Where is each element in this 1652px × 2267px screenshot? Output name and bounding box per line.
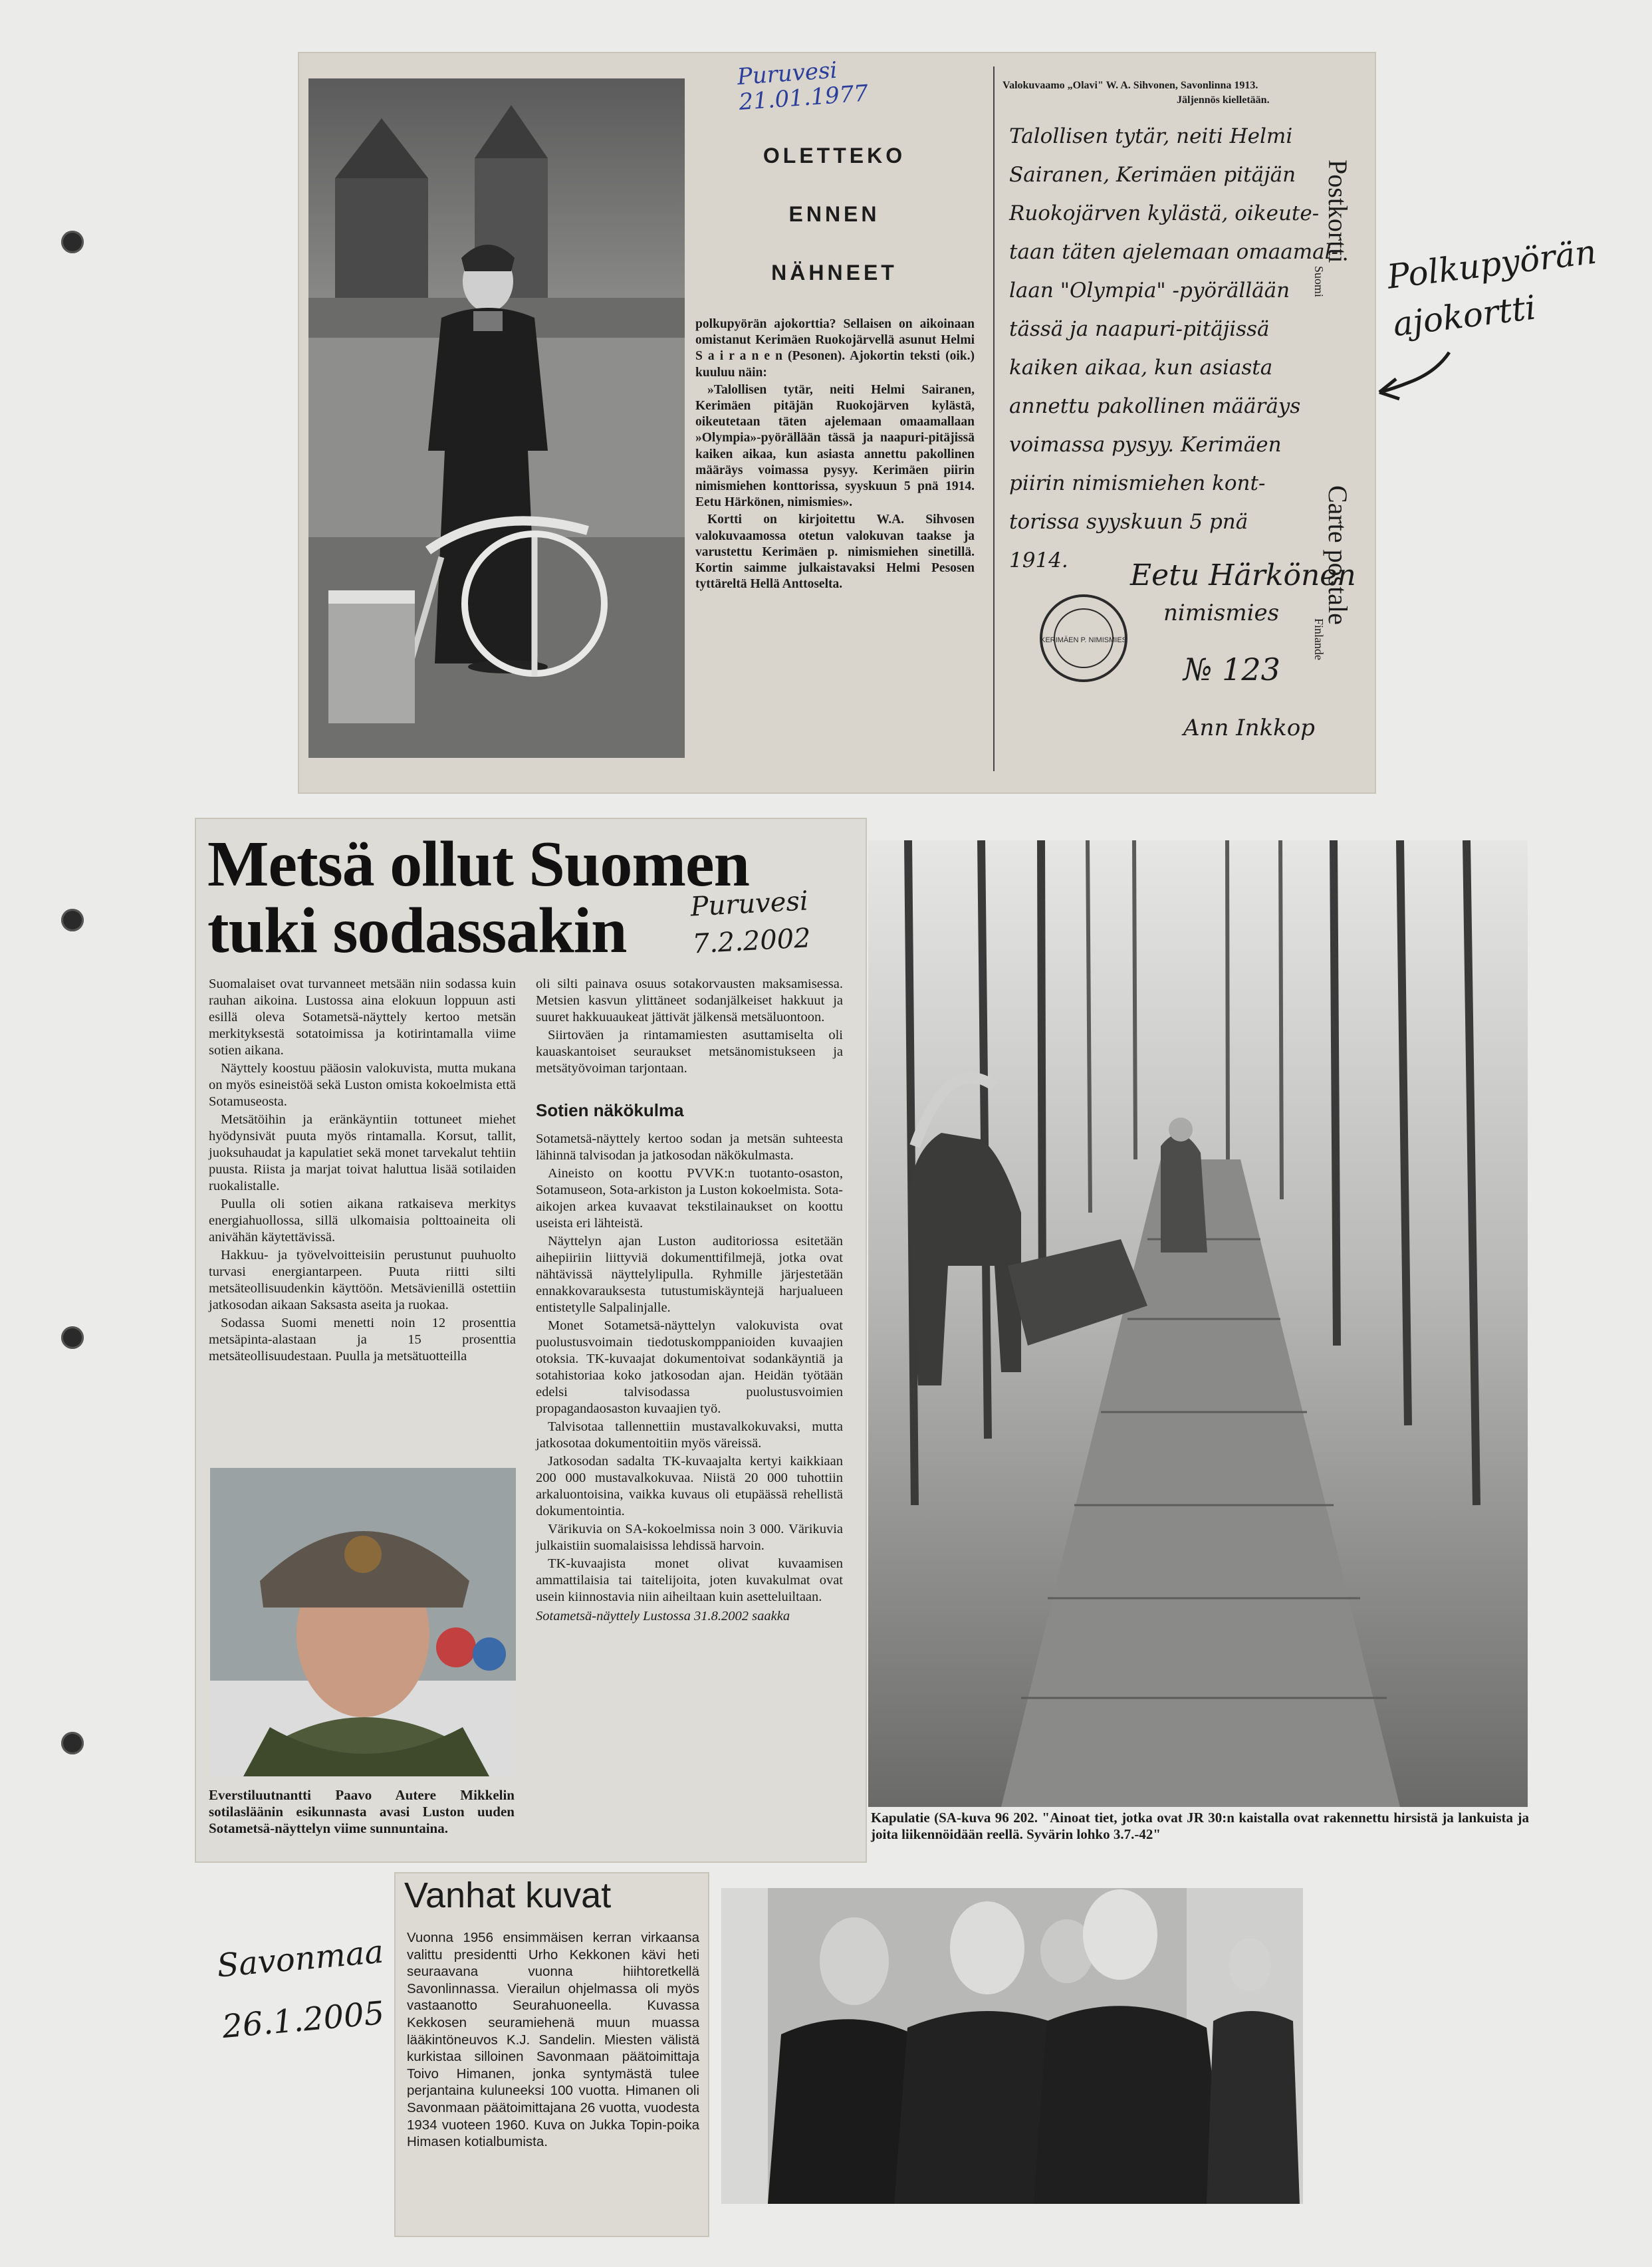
postcard-divider [993, 66, 995, 771]
paragraph: Monet Sotametsä-näyttelyn valokuvista ovat puolustusvoimain tiedotuskomppanioiden kuvaajien otoksia. TK-kuvaajat dokumentoivat sodankäyntiä ja sotahistoriaa koko jatkosodan ajan. Heidän työtään edelsi talvisodassa puolustusvoimien propagandaosaston kuvaajien työ. [536, 1318, 843, 1416]
handwriting-line: tässä ja naapuri-pitäjissä [1009, 317, 1270, 341]
handwriting-line: piirin nimismiehen kont- [1009, 471, 1266, 495]
kekkonen-visit-photo [721, 1888, 1303, 2204]
kapulatie-forest-photo [868, 840, 1528, 1807]
officer-portrait-photo [210, 1468, 516, 1776]
signature: Eetu Härkönen [1130, 558, 1356, 592]
vanhat-kuvat-title: Vanhat kuvat [404, 1875, 612, 1915]
binder-hole [61, 909, 84, 931]
bottom-scribble: Ann Inkkop [1183, 715, 1315, 741]
paragraph: Sodassa Suomi menetti noin 12 prosenttia metsäpinta-alastaan ja 15 prosenttia metsäteollisuudestaan. Puulla ja metsätuotteilla [209, 1316, 516, 1364]
byline: Sotametsä-näyttely Lustossa 31.8.2002 saakka [536, 1609, 790, 1623]
headline-line: tuki sodassakin [207, 895, 627, 967]
handwriting-line: laan "Olympia" -pyörällään [1009, 279, 1290, 302]
metsa-column-2 [536, 976, 843, 1625]
oletteko-title [691, 126, 977, 302]
official-stamp-icon [1037, 592, 1130, 685]
binder-hole [61, 1326, 84, 1349]
carte-postale-label: Carte postale [1323, 485, 1353, 625]
paragraph: Metsätöihin ja eränkäyntiin tottuneet miehet hyödynsivät puuta myös rintamalla. Korsut, tallit, juoksuhaudat ja kapulatiet sekä monet tarvekalut tehtiin puusta. Riista ja marjat toivat haluttua lisää sotilaiden ruokalistalle. [209, 1112, 516, 1193]
woman-bicycle-photo [308, 78, 685, 758]
postkortti-label: Postkortti [1323, 160, 1353, 263]
handwriting-line: torissa syyskuun 5 pnä [1009, 510, 1248, 534]
handwriting-line: kaiken aikaa, kun asiasta [1009, 356, 1273, 380]
handwritten-note-polkupyoran-ajokortti: Polkupyörän ajokortti [1385, 232, 1599, 344]
subhead-sotien-nakokulma: Sotien näkökulma [536, 1100, 684, 1120]
title-line: NÄHNEET [771, 261, 897, 285]
paragraph: Värikuvia on SA-kokoelmissa noin 3 000. Värikuvia julkaistiin suomalaisissa lehdissä harvoin. [536, 1522, 843, 1553]
log-road-horse-illustration [868, 840, 1528, 1807]
paragraph: Näyttelyn ajan Luston auditoriossa esitetään aihepiiriin liittyviä dokumenttifilmejä, jotka ovat nähtävissä näyttelylipulla. Ryhmille järjestetään ennakkovarauksesta tutustumiskäyntejä harjualueen entistetylle Salpalinjalle. [536, 1234, 843, 1315]
handwriting-line: Ruokojärven kylästä, oikeute- [1009, 201, 1320, 225]
title-line: OLETTEKO [763, 144, 906, 168]
arrow-icon [1369, 346, 1456, 406]
paragraph: Suomalaiset ovat turvanneet metsään niin sodassa kuin rauhan aikoina. Lustossa aina elokuun loppuun asti esillä oleva Sotametsä-näyttely kertoo metsän merkityksestä sotatoimissa ja kotirintamalla viime sotien aikana. [209, 977, 516, 1058]
paragraph: Siirtoväen ja rintamamiesten asuttamiselta oli kauaskantoiset seuraukset metsänomistukseen ja metsätyövoiman tarjontaan. [536, 1028, 843, 1076]
handwritten-date-puruvesi-1977: Puruvesi 21.01.1977 [736, 57, 870, 116]
paragraph: Hakkuu- ja työvelvoitteisiin perustunut puuhuolto turvasi energiantarpeen. Puuta riitti silti metsäteollisuudenkin käyttöön. Metsävienillä ostettiin jatkosodan aikaan Saksasta aseita ja ruokaa. [209, 1248, 516, 1312]
paragraph: Puulla oli sotien aikana ratkaiseva merkitys energiahuollossa, sillä ulkomaisia polttoaineita oli anivähän käytettävissä. [209, 1197, 516, 1245]
suomi-label: Suomi [1312, 266, 1326, 298]
handwriting-line: taan täten ajelemaan omaamal- [1009, 240, 1338, 264]
signature-title: nimismies [1163, 600, 1280, 626]
paragraph: oli silti painava osuus sotakorvausten maksamisessa. Metsien kasvun ylittäneet sodanjälkeiset hakkuut ja suuret hakkuuaukeat jättivät jälkensä metsäluontoon. [536, 977, 843, 1024]
handwriting-line: Talollisen tytär, neiti Helmi [1009, 124, 1293, 148]
postcard-header-sub: Jäljennös kielletään. [1177, 94, 1270, 106]
stamp-text: KERIMÄEN P. NIMISMIES [1040, 636, 1127, 644]
paragraph: TK-kuvaajista monet olivat kuvaamisen ammattilaisia tai taitelijoita, joten kuvakulmat ovat usein kiinnostavia niin aiheiltaan kuin asetteluiltaan. [536, 1556, 843, 1604]
kapulatie-caption: Kapulatie (SA-kuva 96 202. "Ainoat tiet, jotka ovat JR 30:n kaistalla ovat rakennettu hirsistä ja lankuista ja joita liikennöidään reellä. Syvärin lohko 3.7.-42" [871, 1810, 1529, 1842]
handwriting-line: 1914. [1009, 548, 1068, 572]
woman-bicycle-illustration [308, 78, 685, 758]
paragraph: polkupyörän ajokorttia? Sellaisen on aikoinaan omistanut Kerimäen Ruokojärvellä asunut Helmi S a i r a n e n (Pesonen). Ajokortin teksti (oik.) kuuluu näin: [695, 317, 975, 380]
handwritten-date-savonmaa-2005: Savonmaa 26.1.2005 [215, 1933, 386, 2046]
handwriting-line: annettu pakollinen määräys [1009, 394, 1301, 418]
paragraph: Kortti on kirjoitettu W.A. Sihvosen valokuvaamossa otetun valokuvan taakse ja varustettu Kerimäen p. nimismiehen sinetillä. Kortin saimme julkaistavaksi Helmi Pesosen tyttäreltä Hellä Anttoselta. [695, 513, 975, 592]
clipping-postcard [299, 53, 1375, 792]
finlande-label: Finlande [1312, 618, 1326, 660]
paragraph: »Talollisen tytär, neiti Helmi Sairanen, Kerimäen pitäjän Ruokojärven kylästä, oikeutetaan täten ajelemaan omaamallaan »Olympia»-pyörällään tässä ja naapuri-pitäjissä kaiken aikaa, kun asiasta annettu pakollinen määräys voimassa pysyy. Kerimäen piirin nimismiehen konttorissa, syyskuun 5 pnä 1914. Eetu Härkönen, nimismies». [695, 382, 975, 510]
paragraph: Aineisto on koottu PVVK:n tuotanto-osaston, Sotamuseon, Sota-arkiston ja Luston kokoelmista. Sota-aikojen arkea kuvaavat tekstilainaukset on koottu useista eri lähteistä. [536, 1166, 843, 1231]
men-reception-illustration [721, 1888, 1303, 2204]
portrait-caption: Everstiluutnantti Paavo Autere Mikkelin sotilasläänin esikunnasta avasi Luston uuden Sotametsä-näyttelyn viime sunnuntaina. [209, 1787, 515, 1836]
postcard-header: Valokuvaamo „Olavi" W. A. Sihvonen, Savonlinna 1913. [1003, 80, 1258, 91]
handwritten-date-puruvesi-2002: Puruvesi 7.2.2002 [689, 886, 812, 960]
binder-hole [61, 231, 84, 253]
paragraph: Jatkosodan sadalta TK-kuvaajalta kertyi kaikkiaan 200 000 mustavalkokuvaa. Niistä 20 000 tuhottiin arkaluontoisina, vaikka kuvaus oli etupäässä rehellistä dokumentointia. [536, 1454, 843, 1518]
handwriting-line: Sairanen, Kerimäen pitäjän [1009, 163, 1296, 187]
binder-hole [61, 1732, 84, 1754]
title-line: ENNEN [788, 202, 880, 226]
paragraph: Näyttely koostuu pääosin valokuvista, mutta mukana on myös esineistöä sekä Luston omista kokoelmista että Sotamuseosta. [209, 1061, 516, 1109]
paragraph: Sotametsä-näyttely kertoo sodan ja metsän suhteesta lähinnä talvisodan ja jatkosodan näkökulmasta. [536, 1132, 843, 1163]
card-number: № 123 [1183, 652, 1280, 687]
postcard-back [984, 53, 1375, 792]
clipping1-body [695, 316, 975, 594]
officer-portrait-illustration [210, 1468, 516, 1776]
paragraph: Talvisotaa tallennettiin mustavalkokuvaksi, mutta jatkosotaa dokumentoitiin myös väreissä. [536, 1419, 843, 1451]
headline-line: Metsä ollut Suomen [207, 828, 749, 900]
vanhat-kuvat-body: Vuonna 1956 ensimmäisen kerran virkaansa valittu presidentti Urho Kekkonen kävi heti seuraavana vuonna hiihtoretkellä Savonlinnassa. Vierailun ohjelmassa oli myös vastaanotto Seurahuoneella. Kuvassa Kekkosen seuramiehenä muun muassa lääkintöneuvos K.J. Sandelin. Miesten välistä kurkistaa silloinen Savonmaan päätoimittaja Toivo Himanen, jonka syntymästä tulee perjantaina kuluneeksi 100 vuotta. Himanen oli Savonmaan päätoimittajana 26 vuotta, vuodesta 1934 vuoteen 1960. Kuva on Jukka Topin-poika Himasen kotialbumista. [407, 1930, 699, 2150]
handwriting-line: voimassa pysyy. Kerimäen [1009, 433, 1282, 457]
metsa-column-1 [209, 976, 516, 1366]
